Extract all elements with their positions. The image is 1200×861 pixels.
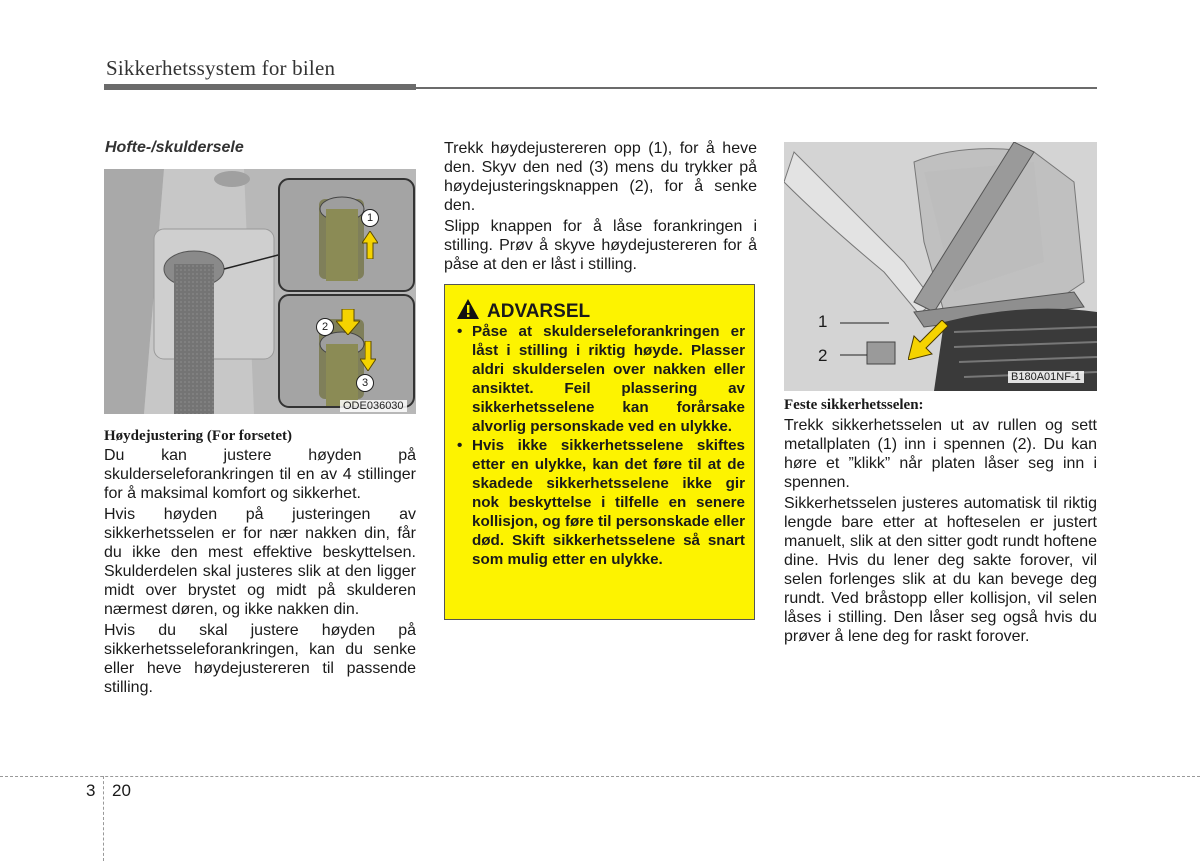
warning-item: • Hvis ikke sikkerhetsselene skiftes etter en ulykke, kan det føre til at de skadede sikkerhetsselene ikke gir nok beskyttelse i tilfelle en senere kollisjon, og føre til personskade eller død. Skift sikkerhetsselene så snart som mulig etter en ulykke. [455, 437, 745, 569]
header-rule-dark [104, 84, 416, 90]
figure-code: B180A01NF-1 [1008, 371, 1084, 383]
paragraph: Sikkerhetsselen justeres automatisk til riktig lengde bare etter at hofteselen er justert manuelt, slik at den sitter godt rundt hoftene dine. Hvis du lener deg sakte forover, vil selen forlenges slik at du kan bevege deg rundt. Ved bråstopp eller kollisjon, vil selen låses i stilling. Den låser seg også hvis du prøver å lene deg for raskt forover. [784, 495, 1097, 645]
subheading: Høydejustering (For forsetet) [104, 428, 292, 444]
paragraph: Trekk høydejustereren opp (1), for å heve den. Skyv den ned (3) mens du trykker på høydejusteringsknappen (2), for å senke den. [444, 140, 757, 214]
subheading: Feste sikkerhetsselen: [784, 397, 924, 413]
warning-list [455, 323, 745, 570]
footer-rule [0, 776, 1200, 777]
paragraph: Du kan justere høyden på skulderseleforankringen til en av 4 stillinger for å maksimal komfort og sikkerhet. [104, 447, 416, 502]
paragraph: Hvis du skal justere høyden på sikkerhetsseleforankringen, kan du senke eller heve høydejustereren til passende stilling. [104, 622, 416, 696]
left-column-text [104, 427, 416, 697]
right-column-text [784, 396, 1097, 646]
warning-triangle-icon [457, 299, 479, 325]
callout-2: 2 [316, 318, 334, 336]
warning-box [444, 284, 755, 620]
down-arrow-icon [360, 341, 376, 371]
header-rule-thin [416, 87, 1097, 89]
callout-2: 2 [818, 346, 828, 365]
middle-column-text [444, 139, 757, 274]
fastening-belt-figure [784, 142, 1097, 391]
warning-header [457, 299, 590, 325]
up-arrow-icon [362, 231, 378, 259]
paragraph: Trekk sikkerhetsselen ut av rullen og sett metallplaten (1) inn i spennen (2). Du kan høre et ”klikk” når platen låser seg inn i spennen. [784, 417, 1097, 491]
warning-title: ADVARSEL [487, 301, 591, 322]
section-number: 3 [86, 781, 96, 800]
callout-1: 1 [361, 209, 379, 227]
footer-vertical-rule [103, 776, 104, 861]
warning-item: • Påse at skulderseleforankringen er låst i stilling i riktig høyde. Plasser aldri skulderselen over nakken eller ansiktet. Feil plassering av sikkerhetsselene kan forårsake alvorlig personskade ved en ulykke. [455, 323, 745, 436]
callout-3: 3 [356, 374, 374, 392]
section-title: Hofte-/skuldersele [105, 139, 244, 156]
paragraph: Slipp knappen for å låse forankringen i stilling. Prøv å skyve høydejustereren for å påse at den er låst i stilling. [444, 218, 757, 273]
page-number: 20 [112, 781, 131, 800]
insert-arrow-icon [908, 320, 948, 360]
press-arrow-icon [336, 309, 360, 335]
height-adjuster-figure [104, 169, 416, 414]
paragraph: Hvis høyden på justeringen av sikkerhetsselen er for nær nakken din, får du ikke den mest effektive beskyttelsen. Skulderdelen skal justeres slik at den ligger midt over brystet og midt på skulderen nærmest døren, og ikke nakken din. [104, 506, 416, 618]
callout-1: 1 [818, 312, 828, 331]
page-header-title: Sikkerhetssystem for bilen [106, 56, 336, 80]
figure-code: ODE036030 [340, 400, 407, 412]
